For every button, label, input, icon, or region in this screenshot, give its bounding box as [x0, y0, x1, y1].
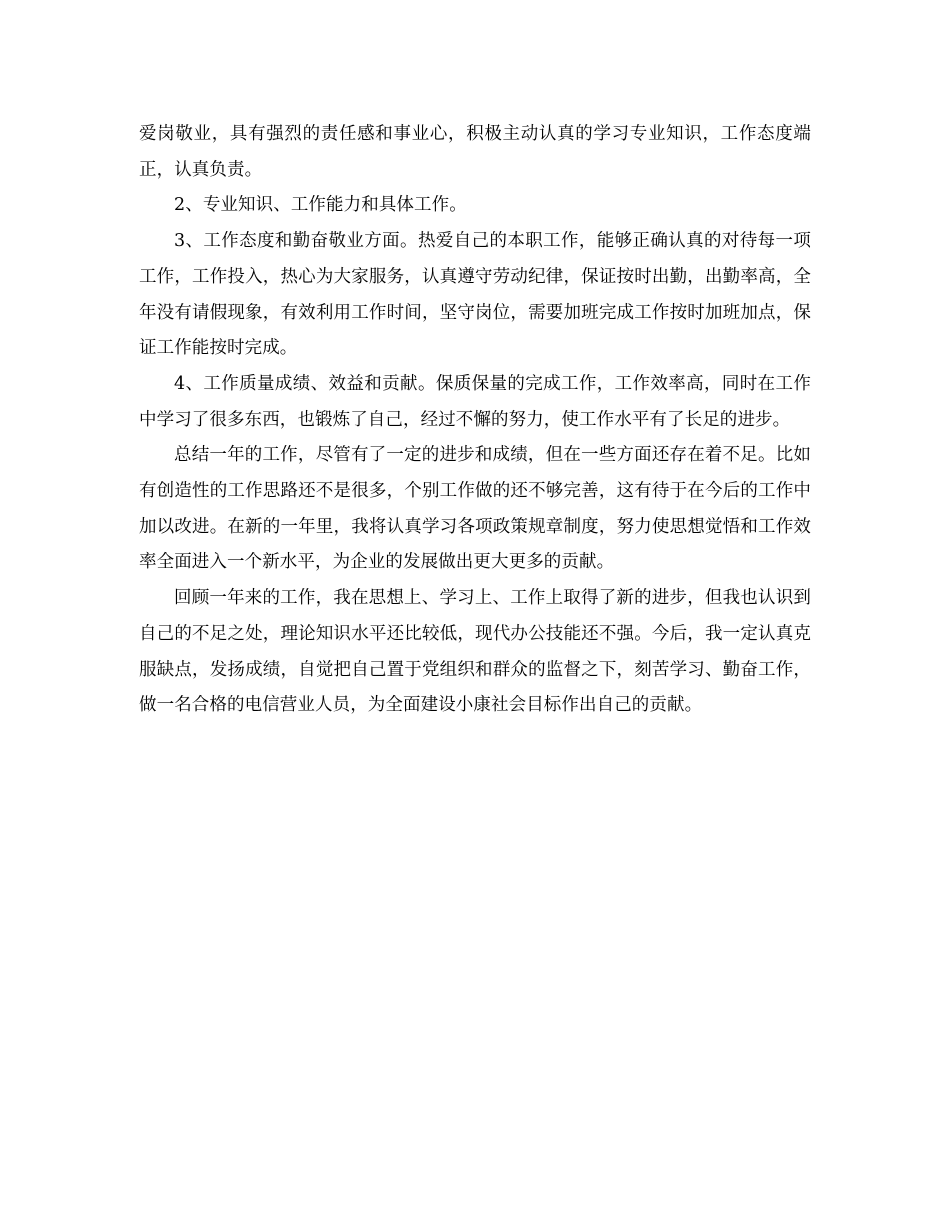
paragraph-summary: 总结一年的工作，尽管有了一定的进步和成绩，但在一些方面还存在着不足。比如有创造性的工作思路还不是很多，个别工作做的还不够完善，这有待于在今后的工作中加以改进。在新的一年里，我将认真学习各项政策规章制度，努力使思想觉悟和工作效率全面进入一个新水平，为企业的发展做出更大更多的贡献。 — [139, 445, 811, 573]
paragraph-item-3: 3、工作态度和勤奋敬业方面。热爱自己的本职工作，能够正确认真的对待每一项工作，工作投入，热心为大家服务，认真遵守劳动纪律，保证按时出勤，出勤率高，全年没有请假现象，有效利用工作时间，坚守岗位，需要加班完成工作按时加班加点，保证工作能按时完成。 — [139, 231, 811, 359]
paragraph-item-4: 4、工作质量成绩、效益和贡献。保质保量的完成工作，工作效率高，同时在工作中学习了很多东西，也锻炼了自己，经过不懈的努力，使工作水平有了长足的进步。 — [139, 373, 811, 430]
document-body — [139, 117, 811, 724]
paragraph-review: 回顾一年来的工作，我在思想上、学习上、工作上取得了新的进步，但我也认识到自己的不足之处，理论知识水平还比较低，现代办公技能还不强。今后，我一定认真克服缺点，发扬成绩，自觉把自己置于党组织和群众的监督之下，刻苦学习、勤奋工作，做一名合格的电信营业人员，为全面建设小康社会目标作出自己的贡献。 — [139, 588, 811, 716]
paragraph-item-2: 2、专业知识、工作能力和具体工作。 — [174, 195, 467, 216]
paragraph-continuation: 爱岗敬业，具有强烈的责任感和事业心，积极主动认真的学习专业知识，工作态度端正，认真负责。 — [139, 124, 811, 180]
